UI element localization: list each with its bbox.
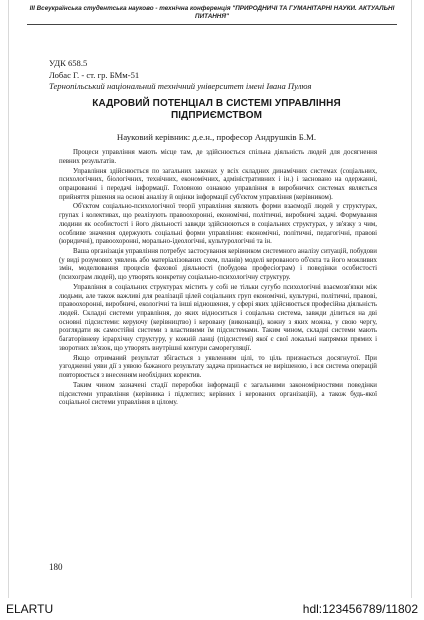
paragraph: Об'єктом соціально-психологічної теорії управління являють форми взаємодії людей у структурах, групах і колективах, що реалізують правоохоронні, економічні, політичні, виробничі задачі. Формування людини як особистості і його діяльності завжди здійснюються в соціальних структурах, у зв'язку з чим, особливе значення одержують соціальні форми управління: економічні, політичні, педагогічні, правові (юридичні), правоохоронні, морально-ідеологічні, культурологічні та ін. (59, 203, 377, 246)
handle-identifier: hdl:123456789/11802 (302, 602, 418, 616)
supervisor-line: Науковий керівник: д.е.н., професор Андрушків Б.М. (116, 132, 317, 142)
author-line: Лобас Г. - ст. гр. БМм-51 (49, 70, 140, 80)
repository-name: ELARTU (6, 602, 54, 616)
university-line: Тернопільський національний технічний університет імені Івана Пулюя (49, 81, 312, 91)
page-number: 180 (49, 562, 63, 572)
article-title: КАДРОВИЙ ПОТЕНЦІАЛ В СИСТЕМІ УПРАВЛІННЯ ПІДПРИЄМСТВОМ (92, 98, 341, 121)
udk-code: УДК 658.5 (49, 58, 88, 68)
header-divider (27, 24, 397, 25)
conference-header: III Всеукраїнська студентська науково - технічна конференція "ПРИРОДНИЧІ ТА ГУМАНІТАРНІ НАУКИ. АКТУАЛЬНІ ПИТАННЯ" (29, 5, 395, 20)
paragraph: Ваша організація управління потребує застосування керівником системного аналізу ситуацій, побудови (у виді розумових уявлень або матеріалізованих схем, планів) моделі керованого об'єкта та його можливих змін, моделювання процесів фахової діяльності (побудова професіограм) і поведінки особистості (психограм людей), що утворять конкретну соціально-психологічну структуру. (59, 248, 377, 282)
paragraph: Управління в соціальних структурах містить у собі не тільки сугубо психологічні взаємозв'язки між людьми, але також важливі для реалізації цілей соціальних груп економічні, культурні, політичні, правові, правоохоронні, виробничі, екологічні та інші відношення, у сфері яких здійснюється професійна діяльність людей. Складні системи управління, до яких відноситься і соціальна система, завжди ділиться на дві основні підсистеми: керуючу (керівництво) і керовану (виконавці), кожну з яких можна, у свою чергу, розглядати як самостійні системи з властивими їм підсистемами. Таким чином, складні системи мають багаторівневу ієрархічну структуру, у кожній ланці (підсистемі) якої є свої локальні напрямки прямих і зворотних зв'язок, що утворять внутрішні контури саморегуляції. (59, 283, 377, 352)
paragraph: Якщо отриманий результат збігається з уявленням цілі, то ціль признається досягнутої. При узгодженні уяви дії з уявою бажаного результату задача признається не вирішеною, і вся система операцій повторюється з внесенням необхідних коректив. (59, 354, 377, 380)
article-body (59, 149, 377, 409)
paragraph: Процеси управління мають місце там, де здійснюється спільна діяльність людей для досягнення певних результатів. (59, 149, 377, 165)
paragraph: Управління здійснюється по загальних законах у всіх складних динамічних системах (соціальних, психологічних, біологічних, технічних, економічних, адміністративних і ін.) і засновано на одержанні, опрацюванні і передачі інформації. Головною ознакою управління в виробничих системах являється прийняття рішення на основі аналізу й оцінки інформації суб'єктом управління (керівником). (59, 167, 377, 201)
document-page (8, 0, 412, 598)
paragraph: Таким чином зазначені стадії переробки інформації є загальними закономірностями поведінки підсистеми управління (керівника і підлеглих; керівних і керованих організацій), а також будь-якої соціальної системи управління в цілому. (59, 381, 377, 407)
repository-footer (0, 598, 424, 620)
